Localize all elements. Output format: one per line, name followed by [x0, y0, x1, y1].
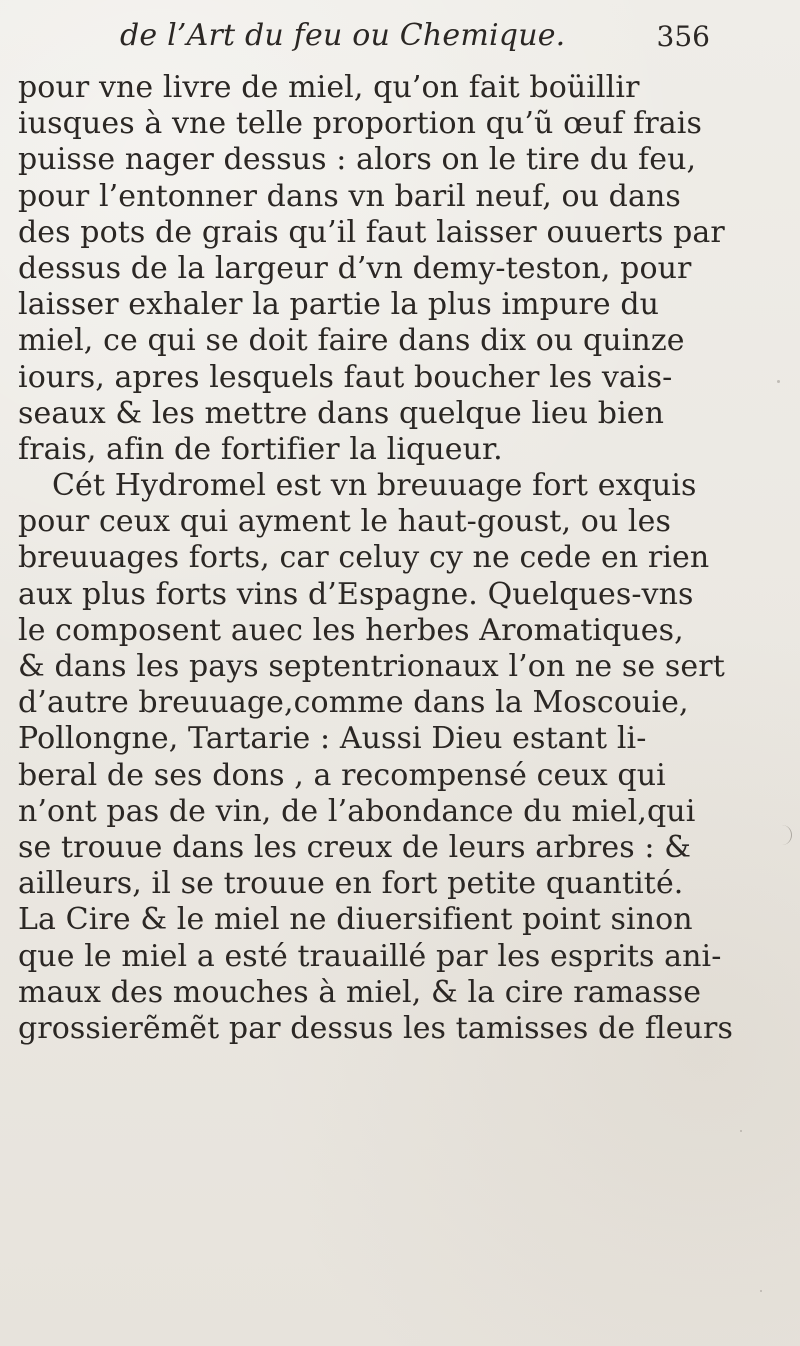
page-header	[90, 18, 710, 62]
text-line: Pollongne, Tartarie : Aussi Dieu estant li-	[18, 721, 647, 757]
text-line: iours, apres lesquels faut boucher les vais-	[18, 359, 673, 395]
text-line: des pots de grais qu’il faut laisser ouuerts par	[18, 214, 725, 250]
text-line: seaux & les mettre dans quelque lieu bien	[18, 395, 665, 431]
text-line: ailleurs, il se trouue en fort petite quantité.	[18, 866, 684, 902]
paper-speck	[760, 1290, 762, 1292]
paragraph-start-line: Cét Hydromel est vn breuuage fort exquis	[52, 468, 697, 504]
text-line: miel, ce qui se doit faire dans dix ou quinze	[18, 323, 685, 359]
margin-mark	[781, 825, 792, 845]
text-line: frais, afin de fortifier la liqueur.	[18, 431, 503, 467]
text-line: se trouue dans les creux de leurs arbres : &	[18, 829, 692, 865]
text-line: pour vne livre de miel, qu’on fait boüillir	[18, 70, 640, 105]
page-number: 356	[656, 20, 710, 53]
text-line: puisse nager dessus : alors on le tire du feu,	[18, 142, 697, 178]
text-line: iusques à vne telle proportion qu’ũ œuf frais	[18, 106, 702, 142]
text-line: dessus de la largeur d’vn demy-teston, pour	[18, 250, 692, 286]
text-line: aux plus forts vins d’Espagne. Quelques-vns	[18, 576, 694, 612]
text-line: laisser exhaler la partie la plus impure du	[18, 287, 660, 323]
text-line: n’ont pas de vin, de l’abondance du miel,qui	[18, 793, 696, 829]
paper-speck	[777, 380, 780, 383]
text-line: pour l’entonner dans vn baril neuf, ou dans	[18, 178, 681, 214]
text-line: d’autre breuuage,comme dans la Moscouie,	[18, 685, 689, 721]
body-text	[18, 70, 790, 1047]
running-title: de l’Art du feu ou Chemique.	[120, 18, 566, 53]
text-line: breuuages forts, car celuy cy ne cede en rien	[18, 540, 710, 576]
text-line: beral de ses dons , a recompensé ceux qui	[18, 757, 666, 793]
text-line: que le miel a esté trauaillé par les esprits ani-	[18, 938, 722, 974]
text-line: maux des mouches à miel, & la cire ramasse	[18, 974, 702, 1010]
paper-speck	[740, 1130, 742, 1132]
text-line: & dans les pays septentrionaux l’on ne se sert	[18, 649, 725, 684]
text-line: La Cire & le miel ne diuersifient point sinon	[18, 902, 693, 938]
text-line: pour ceux qui ayment le haut-goust, ou les	[18, 504, 671, 540]
text-line: le composent auec les herbes Aromatiques,	[18, 612, 684, 648]
text-line: grossierẽmẽt par dessus les tamisses de fleurs	[18, 1010, 733, 1046]
